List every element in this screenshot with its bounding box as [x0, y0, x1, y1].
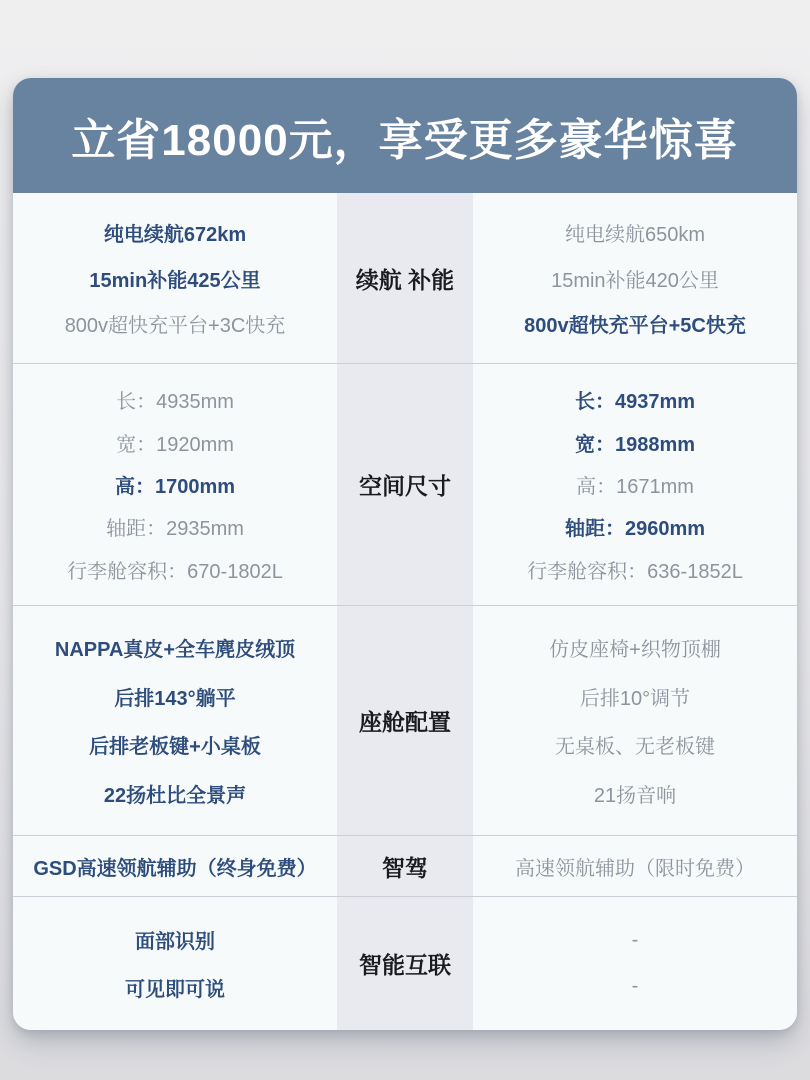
table-row	[13, 363, 797, 605]
spec-value: 轴距：2935mm	[106, 518, 244, 541]
spec-value: 高速领航辅助（限时免费）	[515, 857, 755, 880]
spec-value: 800v超快充平台+3C快充	[64, 315, 286, 338]
category-cell	[337, 606, 473, 835]
category-cell	[337, 193, 473, 363]
spec-value: 仿皮座椅+织物顶棚	[549, 639, 721, 662]
left-spec-cell	[13, 897, 337, 1030]
table-row	[13, 896, 797, 1030]
right-spec-cell	[473, 364, 797, 605]
spec-value: 纯电续航650km	[564, 223, 706, 246]
category-cell	[337, 364, 473, 605]
left-spec-cell	[13, 606, 337, 835]
left-spec-cell	[13, 836, 337, 896]
spec-value: 无桌板、无老板键	[555, 736, 715, 759]
spec-value: 21扬音响	[593, 784, 677, 807]
category-cell	[337, 836, 473, 896]
spec-value: 可见即可说	[125, 979, 225, 1002]
spec-value: 纯电续航672km	[103, 223, 247, 246]
category-cell	[337, 897, 473, 1030]
table-row	[13, 835, 797, 896]
right-spec-cell	[473, 897, 797, 1030]
spec-value: NAPPA真皮+全车麂皮绒顶	[54, 639, 296, 662]
spec-value: 后排10°调节	[579, 687, 691, 710]
spec-value: 宽：1988mm	[574, 433, 696, 456]
promo-title: 立省18000元，享受更多豪华惊喜	[71, 115, 739, 165]
category-label: 空间尺寸	[359, 473, 451, 499]
table-row	[13, 193, 797, 363]
spec-value: 后排143°躺平	[114, 687, 236, 710]
spec-value: 长：4935mm	[116, 391, 234, 414]
promo-banner	[13, 78, 797, 193]
category-label: 智能互联	[359, 952, 451, 978]
spec-value: 长：4937mm	[574, 391, 696, 414]
spec-value: 后排老板键+小桌板	[89, 736, 261, 759]
spec-value: 行李舱容积：636-1852L	[527, 560, 743, 583]
spec-value: 宽：1920mm	[116, 433, 234, 456]
table-row	[13, 605, 797, 835]
category-label: 座舱配置	[359, 709, 451, 735]
spec-value: 高：1671mm	[576, 475, 694, 498]
spec-value: 行李舱容积：670-1802L	[67, 560, 283, 583]
spec-value: 面部识别	[135, 930, 215, 953]
spec-value: 800v超快充平台+5C快充	[524, 315, 746, 338]
left-spec-cell	[13, 193, 337, 363]
right-spec-cell	[473, 193, 797, 363]
spec-value: -	[631, 975, 639, 998]
spec-value: 15min补能425公里	[89, 269, 261, 292]
right-spec-cell	[473, 606, 797, 835]
spec-value: 轴距：2960mm	[564, 518, 706, 541]
spec-value: 22扬杜比全景声	[103, 784, 247, 807]
left-spec-cell	[13, 364, 337, 605]
right-spec-cell	[473, 836, 797, 896]
comparison-card	[13, 78, 797, 1030]
category-label: 续航 补能	[355, 266, 455, 293]
comparison-table	[13, 193, 797, 1030]
category-label: 智驾	[382, 854, 428, 881]
spec-value: 15min补能420公里	[551, 269, 719, 292]
spec-value: -	[631, 928, 639, 951]
spec-value: 高：1700mm	[114, 475, 236, 498]
spec-value: GSD高速领航辅助（终身免费）	[33, 857, 317, 880]
